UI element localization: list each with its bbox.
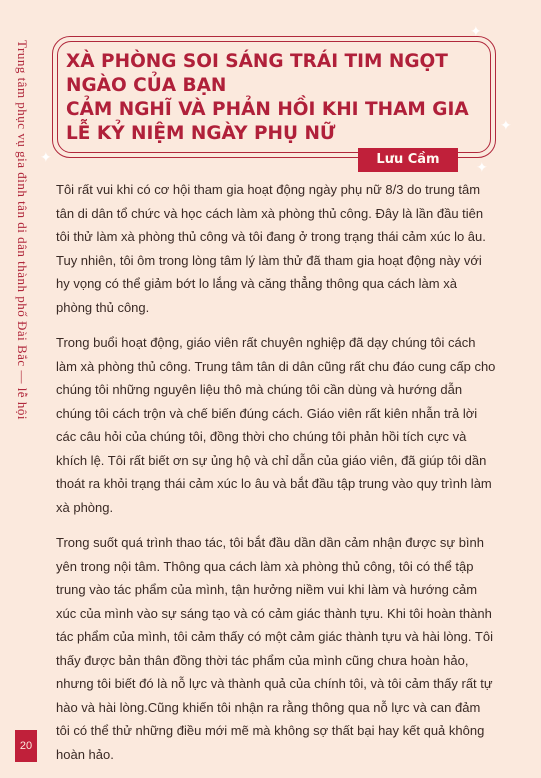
title-line: LỄ KỶ NIỆM NGÀY PHỤ NỮ [66, 123, 336, 144]
sparkle-icon: ✦ [476, 159, 488, 175]
title-line: CẢM NGHĨ VÀ PHẢN HỒI KHI THAM GIA [66, 99, 469, 120]
sparkle-icon: ✦ [40, 149, 52, 165]
sparkle-icon: ✦ [470, 23, 482, 39]
article-body [56, 178, 496, 778]
paragraph: Tôi rất vui khi có cơ hội tham gia hoạt động ngày phụ nữ 8/3 do trung tâm tân di dân tổ chức và học cách làm xà phòng thủ công. Đây là lần đầu tiên tôi thử làm xà phòng thủ công và tôi đang ở trong trạng thái cảm xúc lo âu. Tuy nhiên, tôi ôm trong lòng tâm lý làm thử đã tham gia hoạt động này với hy vọng có thể giảm bớt lo lắng và căng thẳng thông qua cách làm xà phòng thủ công. [56, 182, 486, 315]
title-line: NGÀO CỦA BẠN [66, 75, 227, 96]
author-badge: Lưu Cầm [358, 148, 458, 172]
sidebar-running-title: Trung tâm phục vụ gia đình tân di dân thành phố Đài Bắc — lễ hội [15, 40, 30, 420]
article-title [66, 50, 486, 146]
paragraph: Trong suốt quá trình thao tác, tôi bắt đầu dần dần cảm nhận được sự bình yên trong nội tâm. Thông qua cách làm xà phòng thủ công, tôi có thể tập trung vào tác phẩm của mình, tận hưởng niềm vui khi làm và hướng cảm xúc của mình vào sự sáng tạo và có cảm giác thành tựu. Khi tôi hoàn thành tác phẩm của mình, tôi cảm thấy có một cảm giác thành tựu và hài lòng. Tôi thấy được bản thân đồng thời tác phẩm của mình cũng chưa hoàn hảo, nhưng tôi biết đó là nỗ lực và thành quả của chính tôi, và tôi cảm thấy rất tự hào và hài lòng.Cũng khiến tôi nhận ra rằng thông qua nỗ lực và can đảm tôi có thể thử những điều mới mẽ mà không sợ thất bại hay kết quả không hoàn hảo. [56, 535, 493, 762]
title-line: XÀ PHÒNG SOI SÁNG TRÁI TIM NGỌT [66, 51, 448, 72]
sparkle-icon: ✦ [500, 117, 512, 133]
paragraph: Trong buổi hoạt động, giáo viên rất chuyên nghiệp đã dạy chúng tôi cách làm xà phòng thủ công. Trung tâm tân di dân cũng rất chu đáo cung cấp cho chúng tôi những nguyên liệu thô mà chúng tôi cần dùng và hướng dẫn chúng tôi cách trộn và chế biến đúng cách. Giáo viên rất kiên nhẫn trả lời các câu hỏi của chúng tôi, đồng thời cho chúng tôi phản hồi tích cực và khích lệ. Tôi rất biết ơn sự ủng hộ và chỉ dẫn của giáo viên, đã giúp tôi dần thoát ra khỏi trạng thái cảm xúc lo âu và bắt đầu tập trung vào quy trình làm xà phòng. [56, 335, 496, 515]
page-number: 20 [15, 730, 37, 762]
